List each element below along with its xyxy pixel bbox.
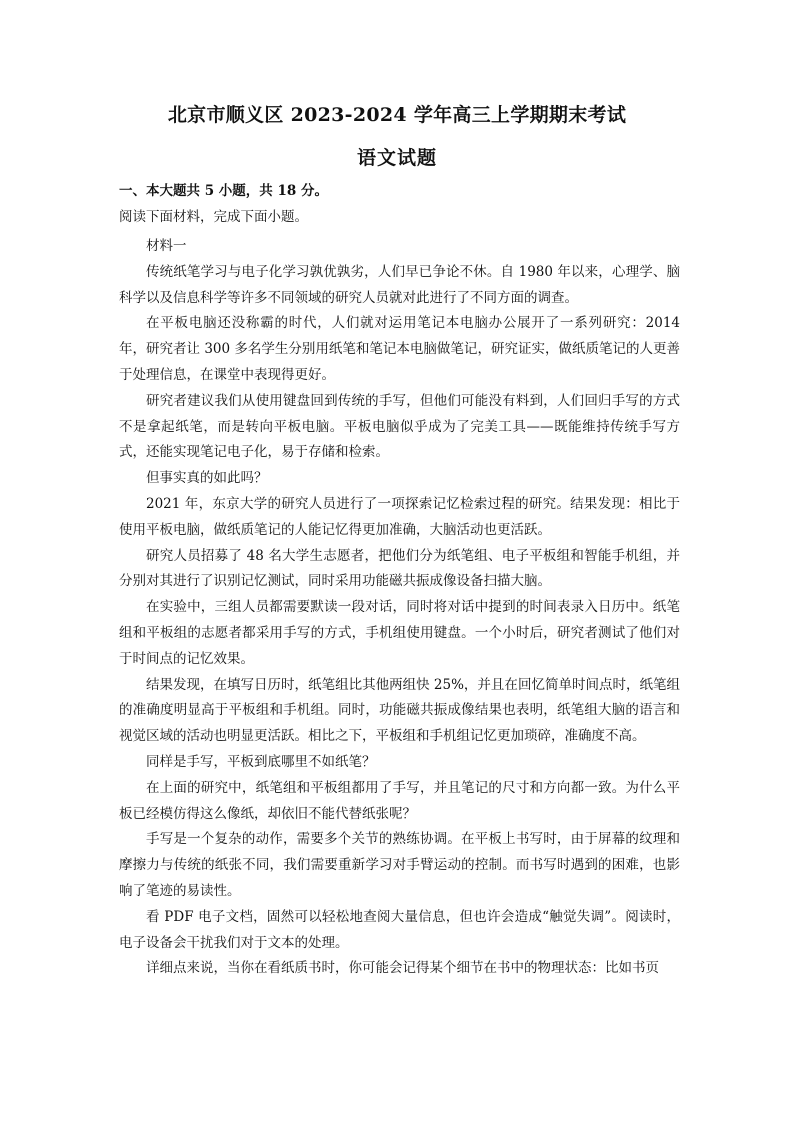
paragraph: 研究者建议我们从使用键盘回到传统的手写，但他们可能没有料到，人们回归手写的方式不是拿起纸笔，而是转向平板电脑。平板电脑似乎成为了完美工具——既能维持传统手写方式，还能实现笔记电子化，易于存储和检索。 (119, 392, 680, 461)
exam-subtitle: 语文试题 (356, 147, 437, 169)
paragraph: 手写是一个复杂的动作，需要多个关节的熟练协调。在平板上书写时，由于屏幕的纹理和摩擦力与传统的纸张不同，我们需要重新学习对手臂运动的控制。而书写时遇到的困难，也影响了笔迹的易读性。 (119, 831, 680, 899)
paragraph: 在平板电脑还没称霸的时代，人们就对运用笔记本电脑办公展开了一系列研究：2014 年，研究者让 300 多名学生分别用纸笔和笔记本电脑做笔记，研究证实，做纸质笔记的人更善于处理信息，在课堂中表现得更好。 (119, 315, 680, 383)
passage-body (119, 234, 680, 982)
paragraph: 看 PDF 电子文档，固然可以轻松地查阅大量信息，但也许会造成“触觉失调”。阅读时，电子设备会干扰我们对于文本的处理。 (119, 908, 680, 951)
paragraph: 结果发现，在填写日历时，纸笔组比其他两组快 25%，并且在回忆简单时间点时，纸笔组的准确度明显高于平板组和手机组。同时，功能磁共振成像结果也表明，纸笔组大脑的语言和视觉区域的活动也明显更活跃。相比之下，平板组和手机组记忆更加琐碎，准确度不高。 (119, 676, 680, 745)
paragraph: 2021 年，东京大学的研究人员进行了一项探索记忆检索过程的研究。结果发现：相比于使用平板电脑，做纸质笔记的人能记忆得更加准确，大脑活动也更活跃。 (119, 495, 680, 538)
paragraph: 同样是手写，平板到底哪里不如纸笔？ (146, 753, 376, 770)
paragraph: 在实验中，三组人员都需要默读一段对话，同时将对话中提到的时间表录入日历中。纸笔组和平板组的志愿者都采用手写的方式，手机组使用键盘。一个小时后，研究者测试了他们对于时间点的记忆效果。 (119, 599, 680, 667)
material-label: 材料一 (146, 238, 187, 254)
section-heading: 一、本大题共 5 小题，共 18 分。 (119, 183, 328, 199)
exam-title: 北京市顺义区 2023-2024 学年高三上学期期末考试 (167, 104, 627, 126)
paragraph: 在上面的研究中，纸笔组和平板组都用了手写，并且笔记的尺寸和方向都一致。为什么平板已经模仿得这么像纸，却依旧不能代替纸张呢？ (119, 779, 680, 822)
paragraph: 但事实真的如此吗？ (146, 470, 268, 487)
paragraph: 详细点来说，当你在看纸质书时，你可能会记得某个细节在书中的物理状态：比如书页 (146, 960, 659, 977)
paragraph: 传统纸笔学习与电子化学习孰优孰劣，人们早已争论不休。自 1980 年以来，心理学、脑科学以及信息科学等许多不同领域的研究人员就对此进行了不同方面的调查。 (119, 263, 680, 306)
paragraph: 研究人员招募了 48 名大学生志愿者，把他们分为纸笔组、电子平板组和智能手机组，并分别对其进行了识别记忆测试，同时采用功能磁共振成像设备扫描大脑。 (119, 547, 680, 590)
section-instruction: 阅读下面材料，完成下面小题。 (119, 209, 308, 225)
